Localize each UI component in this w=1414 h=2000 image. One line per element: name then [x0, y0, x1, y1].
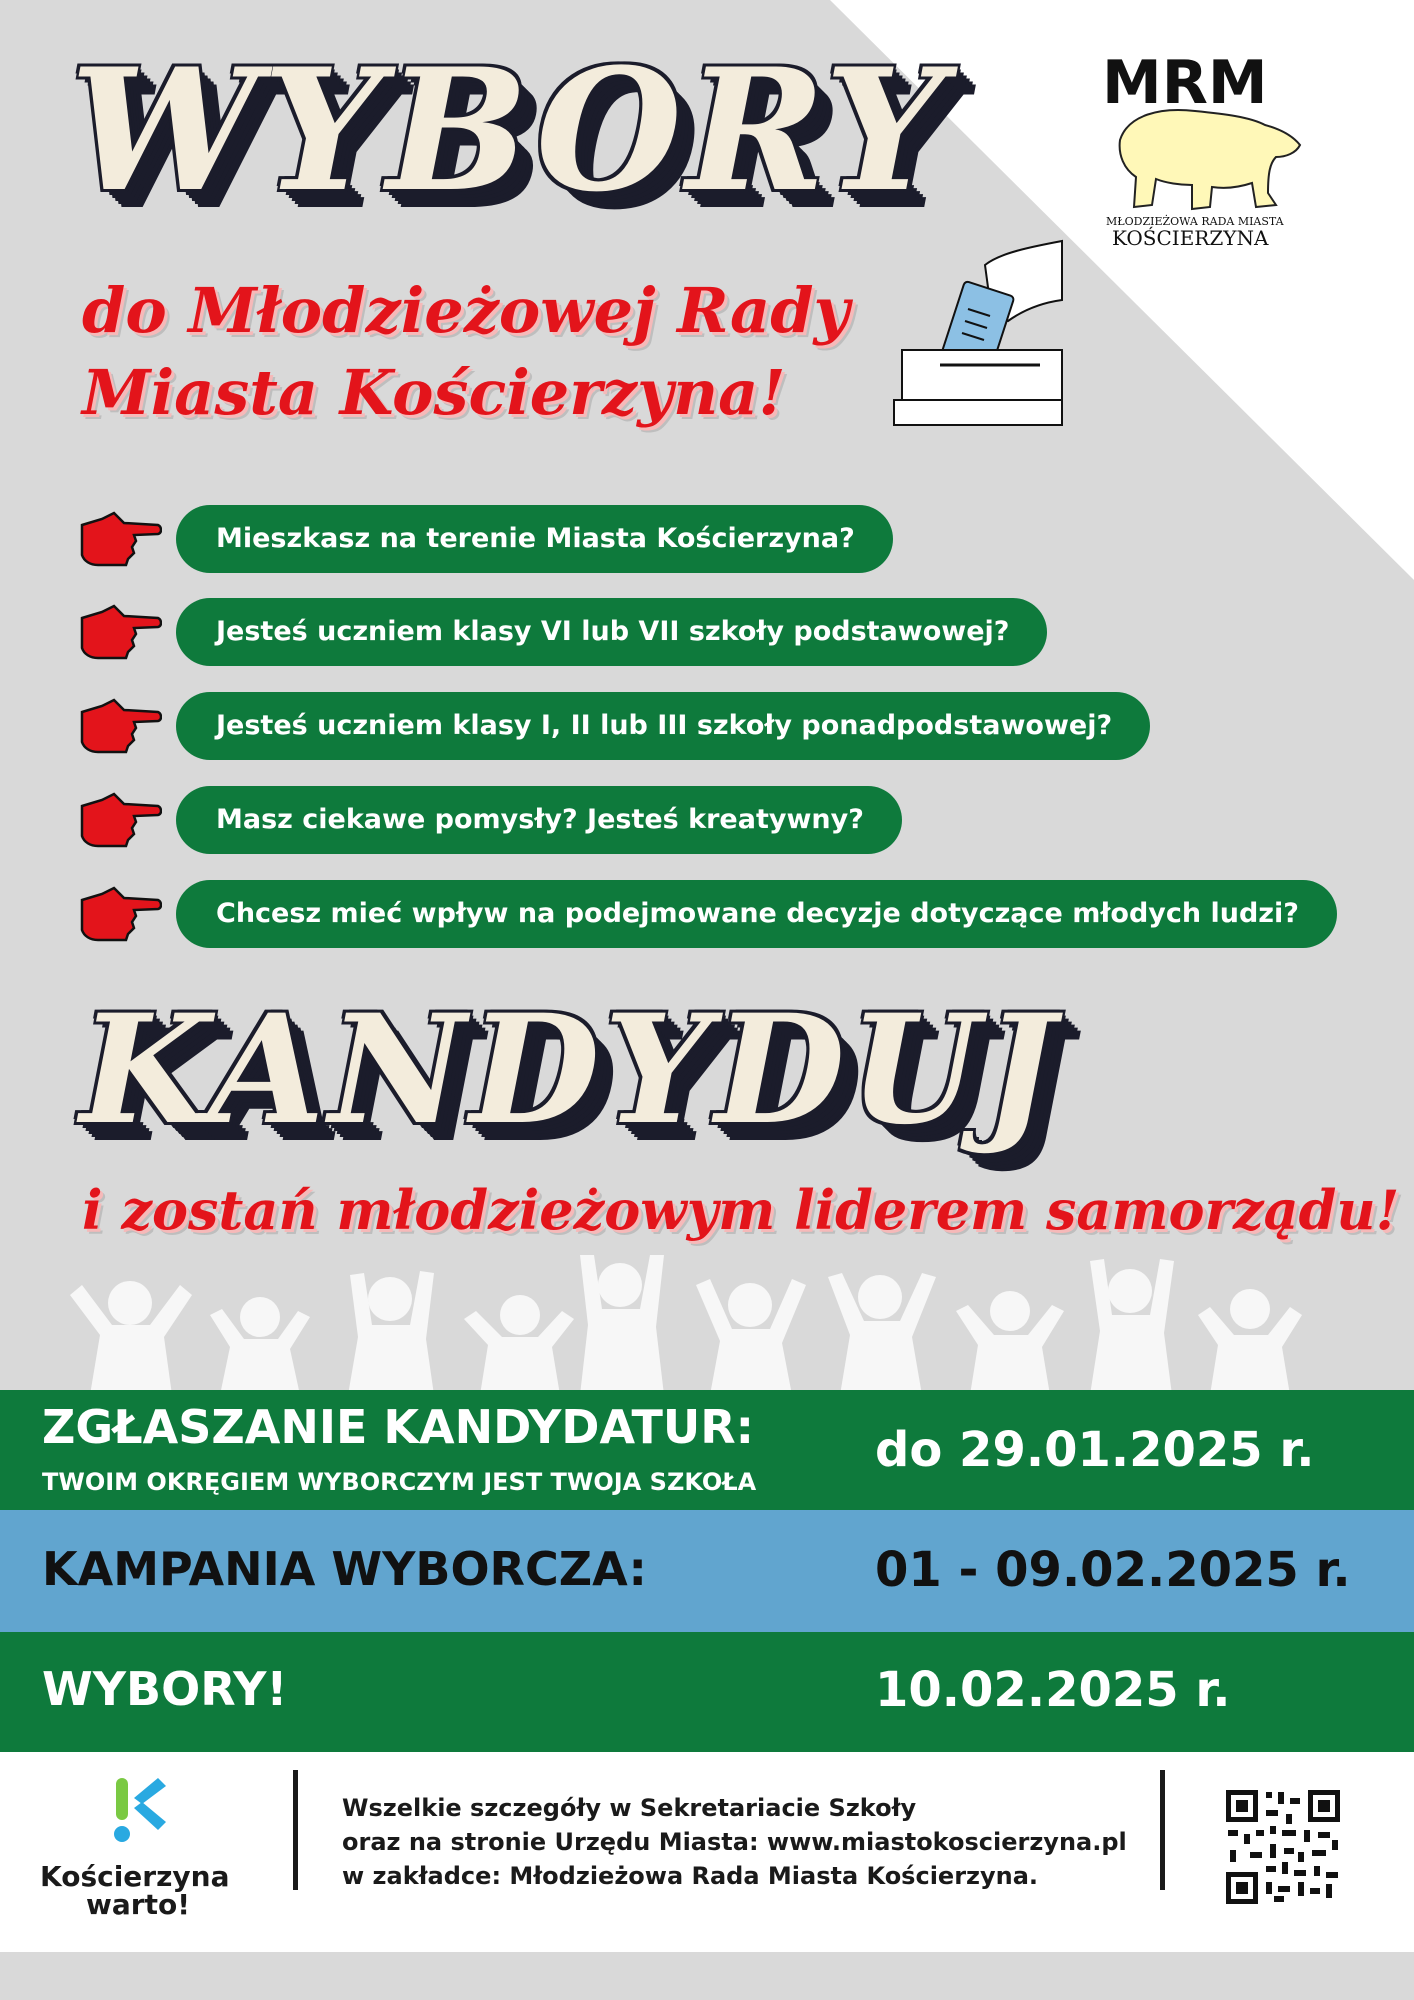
main-title: WYBORY [70, 31, 949, 229]
question-pill: Masz ciekawe pomysły? Jesteś kreatywny? [176, 786, 902, 854]
schedule-date: 01 - 09.02.2025 r. [875, 1542, 1351, 1598]
schedule-label: KAMPANIA WYBORCZA: [42, 1542, 647, 1596]
schedule-row-submissions [0, 1390, 1414, 1510]
mrm-logo [1100, 45, 1310, 255]
cta-title: KANDYDUJ [80, 982, 1059, 1158]
mrm-abbr: MRM [1102, 48, 1268, 118]
question-pill: Mieszkasz na terenie Miasta Kościerzyna? [176, 505, 893, 573]
footer-info-line: Wszelkie szczegóły w Sekretariacie Szkoły [342, 1794, 917, 1822]
schedule-label: WYBORY! [42, 1662, 288, 1716]
city-logo-slogan: warto! [86, 1888, 190, 1921]
footer-divider [1160, 1770, 1165, 1890]
schedule-row-campaign [0, 1510, 1414, 1632]
schedule-label: ZGŁASZANIE KANDYDATUR: [42, 1400, 755, 1454]
qr-code-icon[interactable] [1226, 1790, 1340, 1904]
schedule-date: 10.02.2025 r. [875, 1662, 1231, 1718]
pointing-hand-icon [80, 884, 162, 942]
koscierzyna-logo-icon [110, 1774, 190, 1844]
question-pill: Jesteś uczniem klasy VI lub VII szkoły podstawowej? [176, 598, 1047, 666]
subtitle-line-1: do Młodzieżowej Rady [82, 274, 850, 347]
footer-divider [293, 1770, 298, 1890]
schedule-date: do 29.01.2025 r. [875, 1422, 1315, 1478]
cta-slogan: i zostań młodzieżowym liderem samorządu! [82, 1178, 1400, 1242]
city-logo-text: Kościerzyna [40, 1860, 230, 1893]
question-pill: Chcesz mieć wpływ na podejmowane decyzje dotyczące młodych ludzi? [176, 880, 1337, 948]
pointing-hand-icon [80, 509, 162, 567]
pointing-hand-icon [80, 602, 162, 660]
pointing-hand-icon [80, 696, 162, 754]
polar-bear-icon [1100, 45, 1310, 255]
footer-info-line: oraz na stronie Urzędu Miasta: www.miastokoscierzyna.pl [342, 1828, 1127, 1856]
subtitle-line-2: Miasta Kościerzyna! [82, 356, 786, 429]
mrm-line-2: KOŚCIERZYNA [1112, 226, 1269, 250]
schedule-row-election [0, 1632, 1414, 1752]
mrm-line-1: MŁODZIEŻOWA RADA MIASTA [1106, 215, 1284, 228]
ballot-box-illustration [890, 225, 1070, 435]
footer-info-line: w zakładce: Młodzieżowa Rada Miasta Kościerzyna. [342, 1862, 1039, 1890]
pointing-hand-icon [80, 790, 162, 848]
question-pill: Jesteś uczniem klasy I, II lub III szkoły ponadpodstawowej? [176, 692, 1150, 760]
footer [0, 1752, 1414, 1952]
schedule-sublabel: TWOIM OKRĘGIEM WYBORCZYM JEST TWOJA SZKOŁA [42, 1468, 757, 1496]
crowd-silhouette [60, 1255, 1360, 1395]
